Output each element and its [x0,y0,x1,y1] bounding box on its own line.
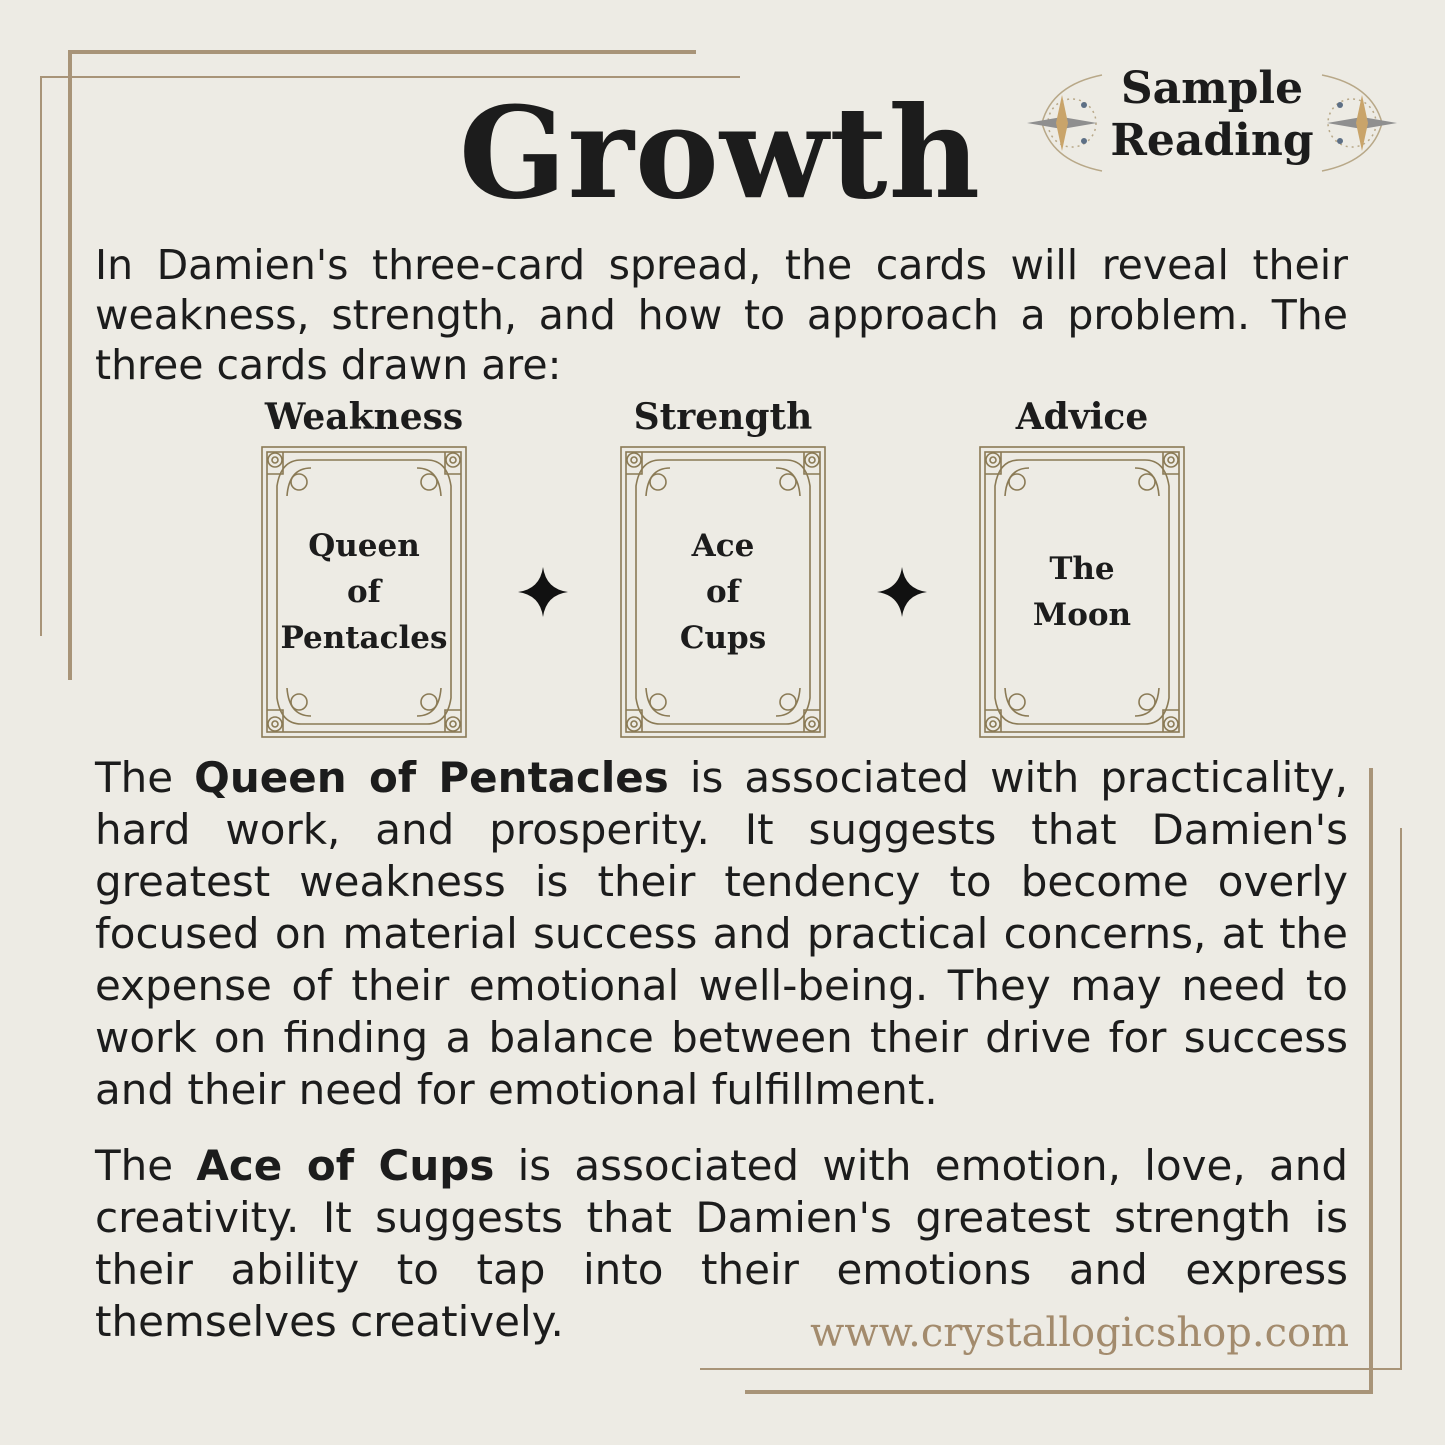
card-heading-advice: Advice [1015,396,1149,438]
page-title: Growth [458,79,982,227]
card-name-line: of [346,574,381,610]
tarot-card-weakness [261,446,467,738]
paragraph-text: is associated with emotion, love, and creativity. It suggests that Damien's greatest strength is their ability to tap into their emotions and express themselves creatively. [95,1141,1348,1346]
frame-bottom-line-inner [700,1368,1402,1370]
tarot-card-strength [620,446,826,738]
card-name-line: The [1049,551,1115,587]
sample-reading-badge [1022,55,1402,195]
card-heading-strength: Strength [633,396,813,438]
card-name-line: Moon [1032,597,1132,633]
badge-line-reading: Reading [1110,115,1314,166]
sparkle-icon [518,567,568,617]
badge-line-sample: Sample [1120,63,1304,114]
frame-left-line-inner [40,76,42,636]
paragraph-text: The [95,1141,197,1190]
card-heading-weakness: Weakness [264,396,464,438]
queen-of-pentacles-paragraph [95,752,1348,1116]
frame-bottom-line-outer [745,1390,1373,1394]
sparkle-icon [877,567,927,617]
paragraph-text: is associated with practicality, hard work, and prosperity. It suggests that Damien's greatest weakness is their tendency to become overly focused on material success and practical concerns, at the expense of their emotional well-being. They may need to work on finding a balance between their drive for success and their need for emotional fulfillment. [95,753,1349,1114]
card-name-bold: Queen of Pentacles [194,753,669,802]
website-url: www.crystallogicshop.com [810,1310,1349,1356]
card-name-line: Pentacles [280,620,448,656]
frame-right-line-inner [1400,828,1402,1370]
card-name-line: Ace [691,528,755,564]
paragraph-text: The [95,753,195,802]
card-name-line: of [705,574,740,610]
frame-left-line-outer [68,50,72,680]
card-name-line: Queen [308,528,420,564]
intro-paragraph: In Damien's three-card spread, the cards will reveal their weakness, strength, and how to approach a problem. The three cards drawn are: [95,241,1348,389]
tarot-card-advice [979,446,1185,738]
frame-top-line-outer [68,50,696,54]
frame-right-line-outer [1369,768,1373,1394]
card-name-line: Cups [679,620,767,656]
card-name-bold: Ace of Cups [196,1141,495,1190]
